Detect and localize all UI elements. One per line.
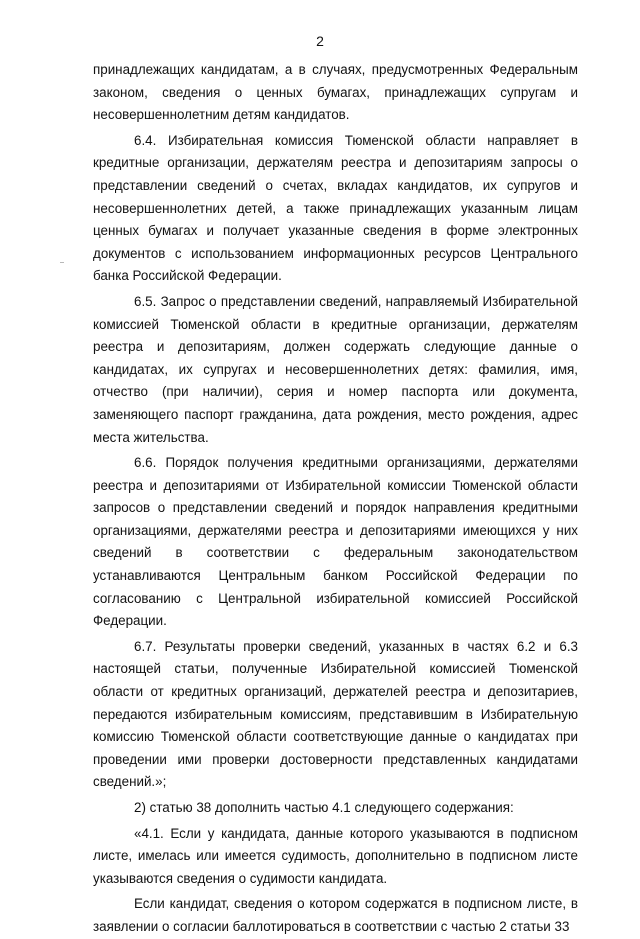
paragraph-6-6: 6.6. Порядок получения кредитными организациями, держателями реестра и депозитариями от Избирательной комиссии Тюменской области запросов о представлении сведений и порядок направления кредитными организациями, держателями реестра и депозитариями имеющихся у них сведений в соответствии с федеральным законодательством устанавливаются Центральным банком Российской Федерации по согласованию с Центральной избирательной комиссией Российской Федерации. bbox=[93, 455, 578, 629]
document-body bbox=[93, 59, 578, 939]
paragraph-6-7: 6.7. Результаты проверки сведений, указанных в частях 6.2 и 6.3 настоящей статьи, полученные Избирательной комиссией Тюменской области от кредитных организаций, держателей реестра и депозитариев, передаются избирательным комиссиям, представившим в Избирательную комиссию Тюменской области соответствующие данные о кандидатах при проведении ими проверки достоверности представленных кандидатами сведений.»; bbox=[93, 638, 578, 790]
paragraph-candidate-statement: Если кандидат, сведения о котором содержатся в подписном листе, в заявлении о согласии баллотироваться в соответствии с частью 2 статьи 33 bbox=[93, 896, 578, 934]
page-number: 2 bbox=[316, 33, 324, 49]
paragraph-amendment-2: 2) статью 38 дополнить частью 4.1 следующего содержания: bbox=[134, 800, 514, 815]
paragraph-continuation: принадлежащих кандидатам, а в случаях, предусмотренных Федеральным законом, сведения о ценных бумагах, принадлежащих супругам и несовершеннолетним детям кандидатов. bbox=[93, 62, 578, 123]
margin-mark bbox=[60, 262, 64, 263]
paragraph-4-1: «4.1. Если у кандидата, данные которого указываются в подписном листе, имелась или имеется судимость, дополнительно в подписном листе указываются сведения о судимости кандидата. bbox=[93, 825, 578, 886]
paragraph-6-5: 6.5. Запрос о представлении сведений, направляемый Избирательной комиссией Тюменской области в кредитные организации, держателям реестра и депозитариям, должен содержать следующие данные о кандидатах, их супругах и несовершеннолетних детях: фамилия, имя, отчество (при наличии), серия и номер паспорта или документа, заменяющего паспорт гражданина, дата рождения, место рождения, адрес места жительства. bbox=[93, 293, 578, 445]
paragraph-6-4: 6.4. Избирательная комиссия Тюменской области направляет в кредитные организации, держателям реестра и депозитариям запросы о представлении сведений о счетах, вкладах кандидатов, их супругов и несовершеннолетних детей, а также принадлежащих указанным лицам ценных бумагах и получает указанные сведения в форме электронных документов с использованием информационных ресурсов Центрального банка Российской Федерации. bbox=[93, 132, 578, 284]
